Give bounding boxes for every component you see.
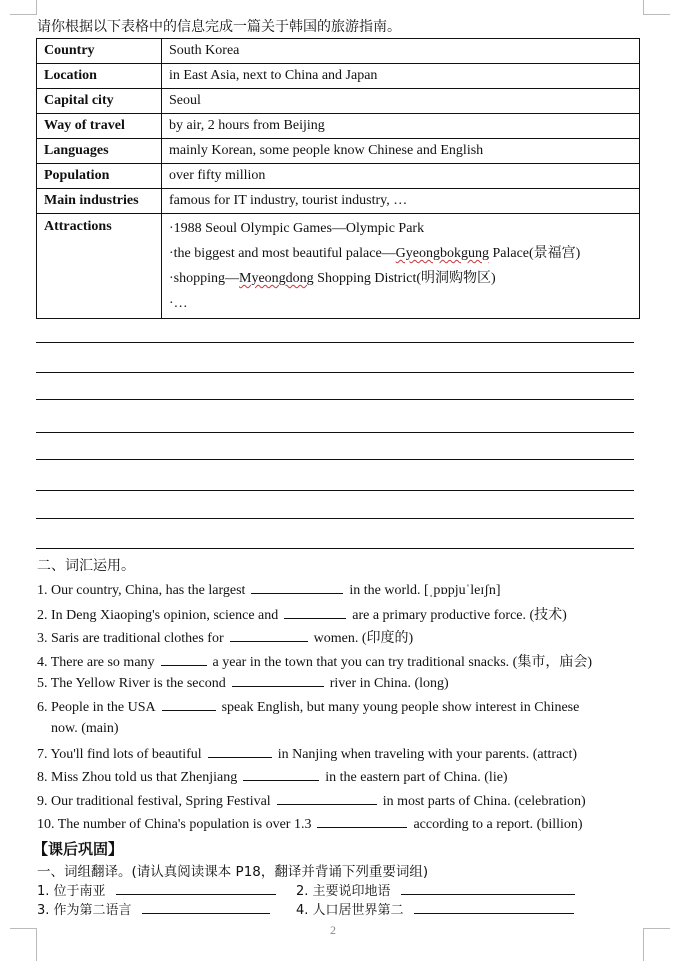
answer-blank[interactable]: [116, 882, 276, 895]
page-corner-mark: [643, 928, 670, 961]
spell-flagged-word: Myeongdong: [239, 271, 314, 286]
question-item: 1. Our country, China, has the largest in the world. [ˌpɒpjuˈleɪʃn]: [37, 583, 501, 598]
attraction-item: ·1988 Seoul Olympic Games—Olympic Park: [169, 221, 425, 236]
writing-line[interactable]: [36, 490, 634, 491]
phrase-item: 1. 位于南亚: [37, 880, 282, 899]
answer-blank[interactable]: [251, 581, 343, 594]
question-item: 2. In Deng Xiaoping's opinion, science and are a primary productive force. (技术): [37, 608, 567, 623]
row-key: Languages: [37, 139, 162, 164]
question-item: 8. Miss Zhou told us that Zhenjiang in the eastern part of China. (lie): [37, 770, 508, 785]
answer-blank[interactable]: [142, 901, 270, 914]
row-key: Population: [37, 164, 162, 189]
page-number: 2: [330, 923, 336, 937]
row-key: Main industries: [37, 189, 162, 214]
row-key: Attractions: [37, 214, 162, 319]
row-value: South Korea: [162, 39, 640, 64]
review-instruction: 一、词组翻译。(请认真阅读课本 P18，翻译并背诵下列重要词组): [37, 864, 429, 880]
question-item: 3. Saris are traditional clothes for women. (印度的): [37, 631, 414, 646]
answer-blank[interactable]: [208, 745, 272, 758]
answer-blank[interactable]: [284, 606, 346, 619]
writing-line[interactable]: [36, 459, 634, 460]
row-key: Way of travel: [37, 114, 162, 139]
attractions-list: [162, 214, 640, 319]
task-instruction: 请你根据以下表格中的信息完成一篇关于韩国的旅游指南。: [37, 19, 401, 35]
answer-blank[interactable]: [232, 674, 324, 687]
question-item: 9. Our traditional festival, Spring Festival in most parts of China. (celebration): [37, 794, 586, 809]
question-item: 6. People in the USA speak English, but many young people show interest in Chinese: [37, 700, 580, 715]
row-key: Country: [37, 39, 162, 64]
answer-blank[interactable]: [162, 698, 216, 711]
korea-info-table: [36, 38, 640, 319]
answer-blank[interactable]: [277, 792, 377, 805]
writing-line[interactable]: [36, 432, 634, 433]
row-value: in East Asia, next to China and Japan: [162, 64, 640, 89]
question-item: 7. You'll find lots of beautiful in Nanjing when traveling with your parents. (attract): [37, 747, 578, 762]
page-corner-mark: [643, 0, 670, 15]
attraction-item: ·…: [169, 296, 188, 311]
writing-line[interactable]: [36, 342, 634, 343]
answer-blank[interactable]: [243, 768, 319, 781]
table-row: [37, 114, 640, 139]
table-row: [37, 89, 640, 114]
writing-line[interactable]: [36, 518, 634, 519]
phrase-item: 2. 主要说印地语: [296, 880, 581, 899]
section-title: 二、词汇运用。: [37, 558, 135, 574]
answer-blank[interactable]: [161, 653, 207, 666]
row-value: famous for IT industry, tourist industry, …: [162, 189, 640, 214]
writing-line[interactable]: [36, 399, 634, 400]
table-row: [37, 214, 640, 319]
spell-flagged-word: Gyeongbokgung: [395, 246, 489, 261]
table-row: [37, 139, 640, 164]
page-corner-mark: [10, 0, 37, 15]
row-value: mainly Korean, some people know Chinese and English: [162, 139, 640, 164]
row-key: Location: [37, 64, 162, 89]
row-value: Seoul: [162, 89, 640, 114]
attraction-item: ·the biggest and most beautiful palace—Gyeongbokgung Palace(景福宫): [169, 246, 581, 261]
question-continuation: now. (main): [51, 721, 119, 736]
row-key: Capital city: [37, 89, 162, 114]
table-row: [37, 64, 640, 89]
question-item: 10. The number of China's population is over 1.3 according to a report. (billion): [37, 817, 583, 832]
writing-line[interactable]: [36, 548, 634, 549]
page-corner-mark: [10, 928, 37, 961]
answer-blank[interactable]: [317, 815, 407, 828]
table-row: [37, 189, 640, 214]
table-row: [37, 39, 640, 64]
row-value: by air, 2 hours from Beijing: [162, 114, 640, 139]
answer-blank[interactable]: [230, 629, 308, 642]
question-item: 5. The Yellow River is the second river in China. (long): [37, 676, 449, 691]
question-item: 4. There are so many a year in the town that you can try traditional snacks. (集市，庙会): [37, 655, 592, 670]
attraction-item: ·shopping—Myeongdong Shopping District(明洞购物区): [169, 271, 496, 286]
phrase-item: 3. 作为第二语言: [37, 899, 276, 918]
writing-line[interactable]: [36, 372, 634, 373]
phrase-item: 4. 人口居世界第二: [296, 899, 580, 918]
table-row: [37, 164, 640, 189]
row-value: over fifty million: [162, 164, 640, 189]
answer-blank[interactable]: [414, 901, 574, 914]
review-heading: 【课后巩固】: [33, 840, 124, 858]
answer-blank[interactable]: [401, 882, 575, 895]
